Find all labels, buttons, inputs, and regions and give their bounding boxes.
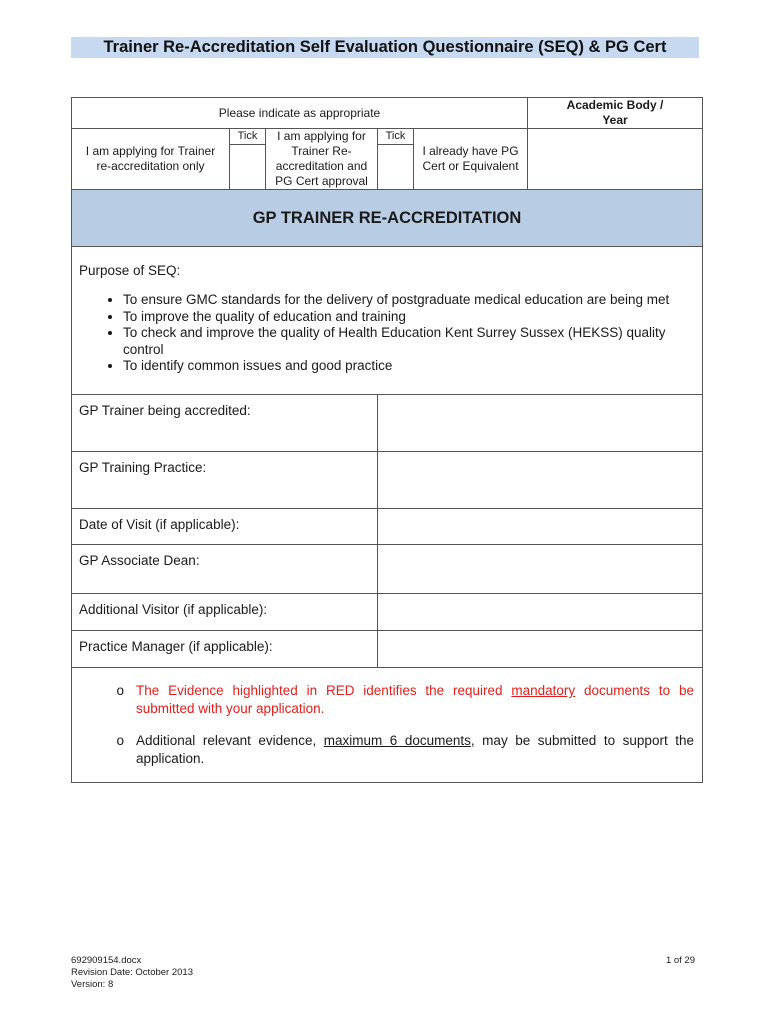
footer-revision: Revision Date: October 2013 xyxy=(71,967,193,978)
field-input-additional-visitor[interactable] xyxy=(378,594,703,631)
tick-label-1: Tick xyxy=(230,129,265,145)
note-bullet: o xyxy=(116,733,124,748)
purpose-item: • To check and improve the quality of Health Education Kent Surrey Sussex (HEKSS) quality control xyxy=(123,325,694,358)
note-mandatory xyxy=(72,682,694,718)
seq-form-table xyxy=(71,97,703,783)
purpose-label: Purpose of SEQ: xyxy=(79,263,181,278)
field-label-associate-dean: GP Associate Dean: xyxy=(72,545,378,594)
academic-body-label: Academic Body / Year xyxy=(528,98,703,129)
footer-filename: 692909154.docx xyxy=(71,955,142,966)
notes-section xyxy=(72,668,703,783)
field-input-gp-trainer[interactable] xyxy=(378,395,703,452)
tick-cell-2[interactable] xyxy=(378,129,414,190)
tick-cell-1[interactable] xyxy=(230,129,266,190)
instruction-cell xyxy=(72,98,528,129)
field-input-practice-manager[interactable] xyxy=(378,631,703,668)
purpose-item: • To identify common issues and good practice xyxy=(123,358,694,375)
academic-body-input[interactable] xyxy=(528,129,703,190)
note-2-text-end: , may be submitted to support the application. xyxy=(136,733,695,766)
tick-label-2: Tick xyxy=(378,129,413,145)
field-label-practice-manager: Practice Manager (if applicable): xyxy=(72,631,378,668)
note-1-text: The Evidence highlighted in RED identifies the required xyxy=(136,683,512,698)
section-heading: GP TRAINER RE-ACCREDITATION xyxy=(72,190,703,247)
field-label-additional-visitor: Additional Visitor (if applicable): xyxy=(72,594,378,631)
field-label-training-practice: GP Training Practice: xyxy=(72,452,378,509)
note-bullet: o xyxy=(116,683,124,698)
purpose-item: • To improve the quality of education and training xyxy=(123,309,694,326)
field-input-training-practice[interactable] xyxy=(378,452,703,509)
page-number: 1 of 29 xyxy=(665,955,695,966)
option-reaccreditation-and-pgcert: I am applying for Trainer Re-accreditation and PG Cert approval xyxy=(266,129,378,190)
note-2-max-docs: maximum 6 documents xyxy=(323,733,471,748)
note-2-text: Additional relevant evidence, xyxy=(136,733,324,748)
field-label-date-of-visit: Date of Visit (if applicable): xyxy=(72,509,378,545)
field-label-gp-trainer: GP Trainer being accredited: xyxy=(72,395,378,452)
field-input-associate-dean[interactable] xyxy=(378,545,703,594)
option-already-pgcert: I already have PG Cert or Equivalent xyxy=(414,129,528,190)
purpose-section xyxy=(72,247,703,395)
note-1-text-end: documents to be submitted with your application. xyxy=(136,683,695,716)
field-input-date-of-visit[interactable] xyxy=(378,509,703,545)
purpose-item: • To ensure GMC standards for the delivery of postgraduate medical education are being met xyxy=(123,292,694,309)
note-1-mandatory: mandatory xyxy=(511,683,576,698)
document-title: Trainer Re-Accreditation Self Evaluation Questionnaire (SEQ) & PG Cert xyxy=(71,37,699,58)
instruction-text: Please indicate as appropriate xyxy=(218,105,381,120)
footer-info xyxy=(71,955,193,991)
note-additional-evidence xyxy=(72,732,694,768)
footer-version: Version: 8 xyxy=(71,979,114,990)
purpose-list xyxy=(79,292,694,375)
option-reaccreditation-only: I am applying for Trainer re-accreditation only xyxy=(72,129,230,190)
